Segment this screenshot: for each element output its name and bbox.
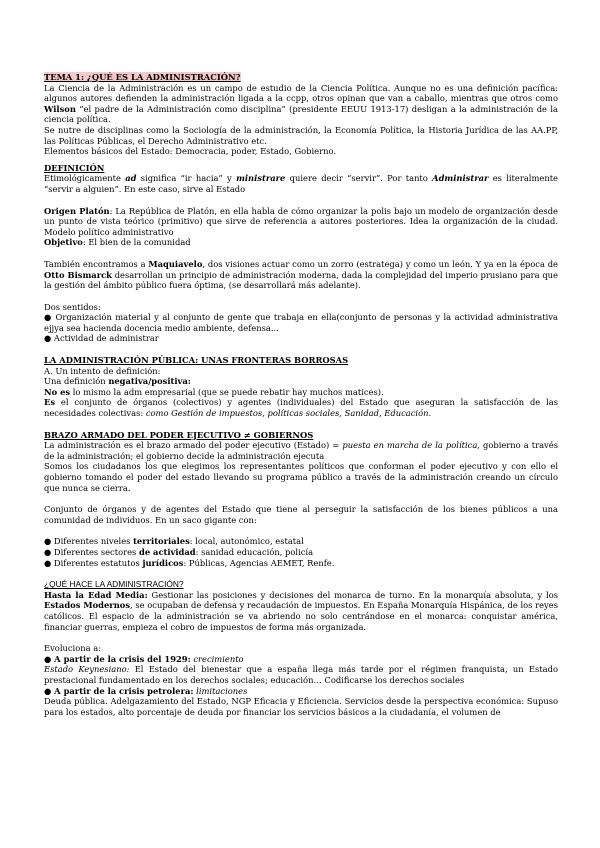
crisis-petrolera: ● A partir de la crisis petrolera: limitaciones (44, 685, 248, 696)
sentido-item: ● Organización material y al conjunto de gente que trabaja en ella(conjunto de personas y la actividad administrativa ejjya sea hacienda docencia medio ambiente, defensa... (44, 312, 558, 333)
definicion-maquiavelo: También encontramos a Maquiavelo, dos visiones actuar como un zorro (estratega) y como un león. Y ya en la época de Otto Bismarck desarrollan un principio de administración moderna, dada la complejidad del imperio prusiano para que la gestión del ámbito público fuera óptima, (se desarrollará más adelante). (44, 258, 558, 291)
keynesiano-paragraph: Estado Keynesiano: El Estado del bienestar que a españa llega más tarde por el régimen franquista, un Estado prestacional fundamentado en los derechos sociales; educación… Codificarse los derechos sociales (44, 664, 558, 685)
section-title-definicion: DEFINICIÓN (44, 162, 105, 173)
sentidos-title: Dos sentidos: (44, 301, 101, 312)
brazo-bullet: ● Diferentes niveles territoriales: local, autonómico, estatal (44, 536, 304, 547)
quehace-paragraph: Hasta la Edad Media: Gestionar las posiciones y decisiones del monarca de turno. En la monarquía absoluta, y los Estados Modernos, se ocupaban de defensa y recaudación de impuestos. En España Monarquía Hispánica, de los reyes católicos. El espacio de la administración se va abriendo no solo centrándose en el monarca: conquistar américa, financiar guerras, empieza el cobro de impuestos de forma más organizada. (44, 589, 559, 632)
brazo-conjunto: Conjunto de órganos y de agentes del Estado que tiene al perseguir la satisfacción de los bienes públicos a una comunidad de individuos. En un saco gigante con: (44, 504, 558, 525)
brazo-bullet: ● Diferentes sectores de actividad: sanidad educación, policía (44, 546, 314, 557)
definicion-platon: Origen Platón: La República de Platón, en ella habla de cómo organizar la polis bajo un modelo de organización desde un punto de vista teórico (primitivo) que sirve de referencia a autores posteriores. Idea la organización de la ciudad. Modelo político administrativo (44, 205, 558, 237)
document-body (44, 72, 558, 717)
tema-elementos: Elementos básicos del Estado: Democracia, poder, Estado, Gobierno. (44, 146, 336, 157)
sentido-item: ● Actividad de administrar (44, 333, 159, 344)
section-title-quehace: ¿QUÉ HACE LA ADMINISTRACIÓN? (44, 579, 184, 590)
section-title-brazo: BRAZO ARMADO DEL PODER EJECUTIVO ≠ GOBIERNOS (44, 429, 314, 440)
crisis-1929: ● A partir de la crisis del 1929: crecimiento (44, 653, 244, 664)
section-title-tema: TEMA 1: ¿QUÉ ES LA ADMINISTRACIÓN? (44, 72, 241, 82)
section-title-fronteras: LA ADMINISTRACIÓN PÚBLICA: UNAS FRONTERAS BORROSAS (44, 355, 349, 366)
evoluciona-title: Evoluciona a: (44, 643, 102, 654)
brazo-paragraph: La administración es el brazo armado del poder ejecutivo (Estado) = puesta en marcha de la política, gobierno a través de la administración; el gobierno decide la administración ejecuta (44, 440, 558, 461)
fronteras-es: Es el conjunto de órganos (colectivos) y agentes (individuales) del Estado que aseguran la satisfacción de las necesidades colectivas: como Gestión de impuestos, políticas sociales, Sanidad, Educación. (44, 397, 558, 419)
tema-disciplinas: Se nutre de disciplinas como la Sociología de la administración, la Economía Política, la Historia Jurídica de las AA.PP, las Políticas Públicas, el Derecho Administrativo etc. (44, 124, 558, 146)
tema-paragraph: La Ciencia de la Administración es un campo de estudio de la Ciencia Política. Aunque no es una definición pacífica: algunos autores defienden la administración ligada a la ccpp, otros opinan que van a caballo, mientras que otros como Wilson “el padre de la Administración como disciplina” (presidente EEUU 1913-17) desligan a la administración de la ciencia política. (44, 82, 558, 125)
definicion-objetivo: Objetivo: El bien de la comunidad (44, 237, 191, 248)
brazo-bullet: ● Diferentes estatutos jurídicos: Públicas, Agencias AEMET, Renfe. (44, 557, 335, 568)
deuda-paragraph: Deuda pública. Adelgazamiento del Estado, NGP Eficacia y Eficiencia. Servicios desde la perspectiva económica: Supuso para los estados, alto porcentaje de deuda por financiar los servicios básicos a la ciudadanía, el volumen de (44, 696, 558, 717)
fronteras-definicion: Una definición negativa/positiva: (44, 376, 191, 387)
fronteras-no-es: No es lo mismo la adm empresarial (que se puede rebatir hay muchos matices). (44, 386, 384, 397)
fronteras-intento: A. Un intento de definición: (44, 365, 161, 376)
brazo-ciudadanos: Somos los ciudadanos los que elegimos los representantes políticos que conforman el poder ejecutivo y con ello el gobierno tomando el poder del estado llevando su programa público a través de la administración creando un círculo que nunca se cierra. (44, 461, 558, 493)
definicion-etimologia: Etimológicamente ad significa “ir hacia” y ministrare quiere decir “servir”. Por tanto Administrar es literalmente “servir a alguien”. En este caso, sirve al Estado (44, 173, 558, 194)
